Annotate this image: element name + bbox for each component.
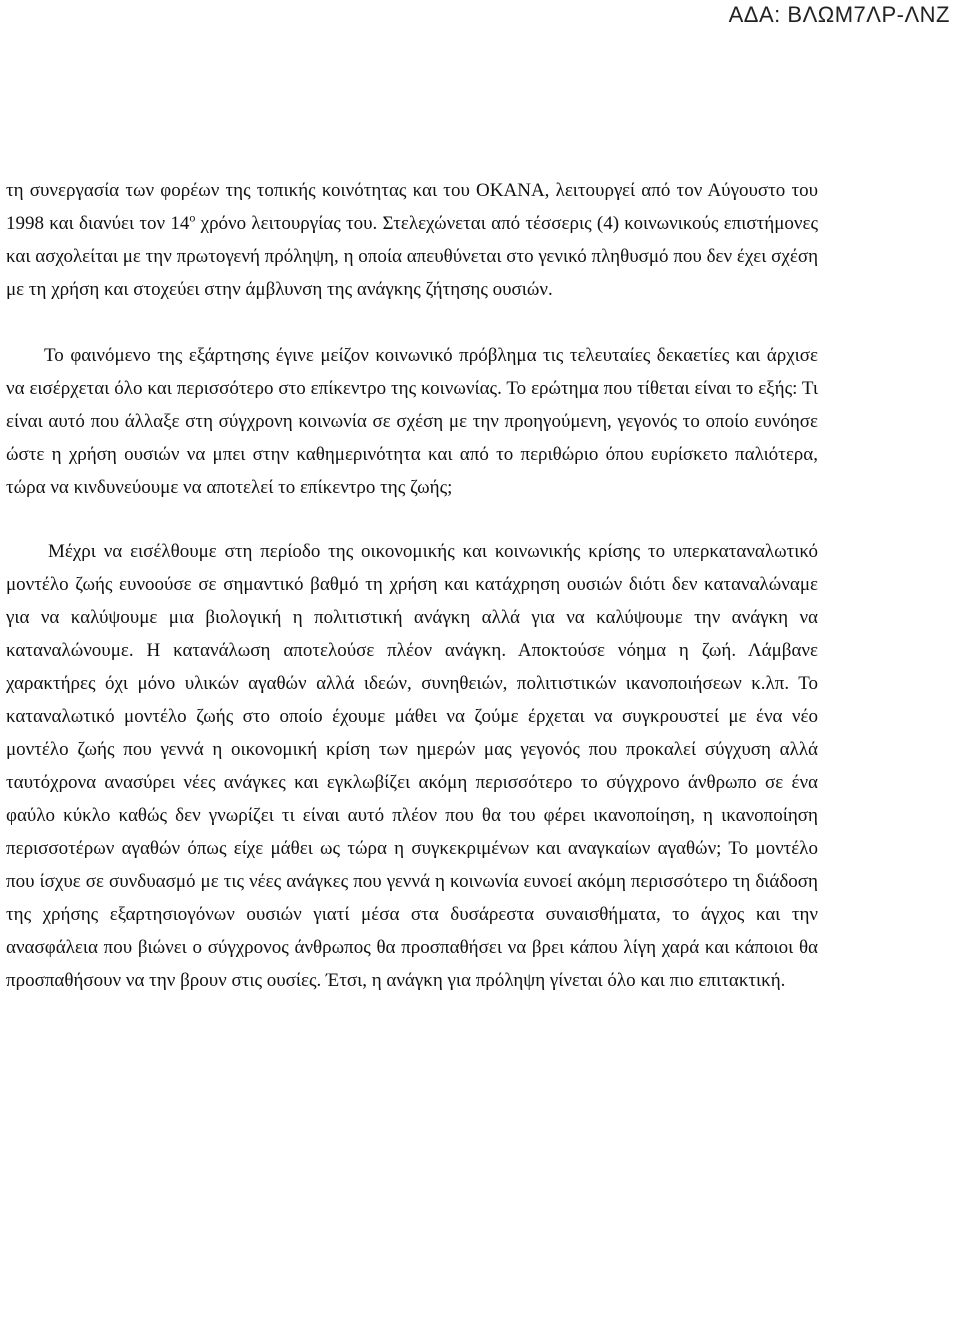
paragraph-3: Μέχρι να εισέλθουμε στη περίοδο της οικονομικής και κοινωνικής κρίσης το υπερκαταναλωτικό μοντέλο ζωής ευνοούσε σε σημαντικό βαθμό τη χρήση και κατάχρηση ουσιών διότι δεν καταναλώναμε για να καλύψουμε μια βιολογική η πολιτιστική ανάγκη αλλά για να καλύψουμε την ανάγκη να καταναλώνουμε. Η κατανάλωση αποτελούσε πλέον ανάγκη. Αποκτούσε νόημα η ζωή. Λάμβανε χαρακτήρες όχι μόνο υλικών αγαθών αλλά ιδεών, συνηθειών, πολιτιστικών ικανοποιήσεων κ.λπ. Το καταναλωτικό μοντέλο ζωής στο οποίο έχουμε μάθει να ζούμε έρχεται να συγκρουστεί με ένα νέο μοντέλο ζωής που γεννά η οικονομική κρίση των ημερών μας γεγονός που προκαλεί σύγχυση αλλά ταυτόχρονα ανασύρει νέες ανάγκες και εγκλωβίζει ακόμη περισσότερο το σύγχρονο άνθρωπο σε ένα φαύλο κύκλο καθώς δεν γνωρίζει τι είναι αυτό πλέον που θα του φέρει ικανοποίηση, η ικανοποίηση περισσοτέρων αγαθών όπως είχε μάθει ως τώρα η συγκεκριμένων και αναγκαίων αγαθών; Το μοντέλο που ίσχυε σε συνδυασμό με τις νέες ανάγκες που γεννά η κοινωνία ευνοεί ακόμη περισσότερο τη διάδοση της χρήσης εξαρτησιογόνων ουσιών γιατί μέσα στα δυσάρεστα συναισθήματα, το άγχος και την ανασφάλεια που βιώνει ο σύγχρονος άνθρωπος θα προσπαθήσει να βρει κάπου λίγη χαρά και κάποιοι θα προσπαθήσουν να την βρουν στις ουσίες. Έτσι, η ανάγκη για πρόληψη γίνεται όλο και πιο επιτακτική. [6, 541, 818, 991]
ordinal-superscript: ο [189, 210, 196, 225]
paragraph-1-text-a: τη συνεργασία των φορέων της τοπικής κοινότητας και του ΟΚΑΝΑ, λειτουργεί από τον Αύγουστο του 1998 και διανύει τον 14 [6, 180, 818, 234]
ada-header: ΑΔΑ: ΒΛΩΜ7ΛΡ-ΛΝΖ [728, 2, 950, 27]
document-body [6, 174, 818, 997]
paragraph-1-text-b: χρόνο λειτουργίας του. Στελεχώνεται από τέσσερις (4) κοινωνικούς επιστήμονες και ασχολείται με την πρωτογενή πρόληψη, η οποία απευθύνεται στο γενικό πληθυσμό που δεν έχει σχέση με τη χρήση και στοχεύει στην άμβλυνση της ανάγκης ζήτησης ουσιών. [6, 213, 818, 300]
paragraph-2: Το φαινόμενο της εξάρτησης έγινε μείζον κοινωνικό πρόβλημα τις τελευταίες δεκαετίες και άρχισε να εισέρχεται όλο και περισσότερο στο επίκεντρο της κοινωνίας. Το ερώτημα που τίθεται είναι το εξής: Τι είναι αυτό που άλλαξε στη σύγχρονη κοινωνία σε σχέση με την προηγούμενη, γεγονός το οποίο ευνόησε ώστε η χρήση ουσιών να μπει στην καθημερινότητα και από το περιθώριο όπου ευρίσκετο παλιότερα, τώρα να κινδυνεύουμε να αποτελεί το επίκεντρο της ζωής; [6, 345, 818, 498]
paragraph-1 [6, 174, 818, 306]
